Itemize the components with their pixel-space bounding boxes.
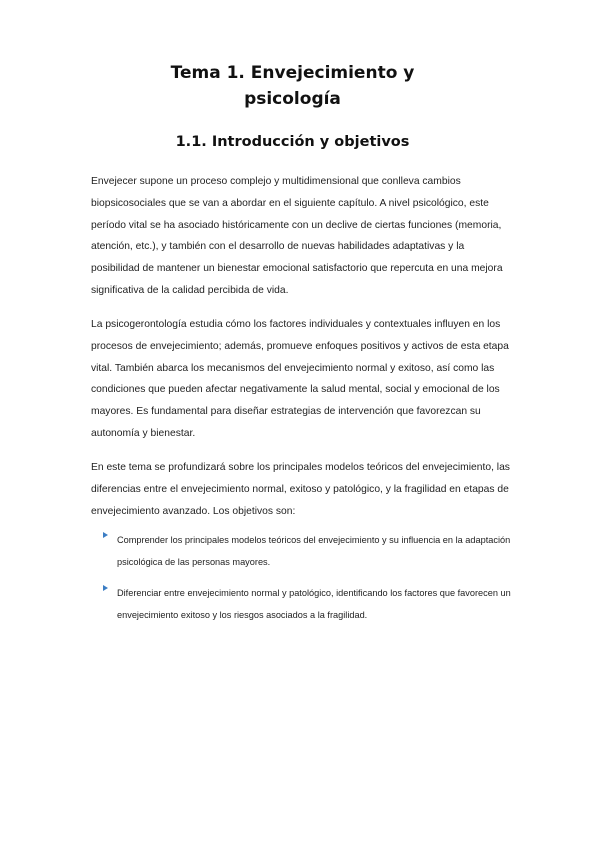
- intro-paragraph: Envejecer supone un proceso complejo y multidimensional que conlleva cambios biopsicosociales que se van a abordar en el siguiente capítulo. A nivel psicológico, este período vital se ha asociado históricamente con un declive de ciertas funciones (memoria, atención, etc.), y también con el desarrollo de nuevas habilidades adaptativas y la posibilidad de mantener un bienestar emocional satisfactorio que repercuta en una mejora significativa de la calidad percibida de vida.: [91, 176, 503, 296]
- list-item: [103, 530, 513, 573]
- objective-text: Comprender los principales modelos teóricos del envejecimiento y su influencia en la adaptación psicológica de las personas mayores.: [117, 535, 511, 567]
- objective-text: Diferenciar entre envejecimiento normal y patológico, identificando los factores que favorecen un envejecimiento exitoso y los riesgos asociados a la fragilidad.: [117, 588, 511, 620]
- objectives-list: [103, 530, 513, 626]
- psychogerontology-paragraph: La psicogerontología estudia cómo los factores individuales y contextuales influyen en los procesos de envejecimiento; además, promueve enfoques positivos y activos de esta etapa vital. También abarca los mecanismos del envejecimiento normal y exitoso, así como las condiciones que pueden afectar negativamente la salud mental, social y emocional de los mayores. Es fundamental para diseñar estrategias de intervención que favorezcan su autonomía y bienestar.: [91, 319, 509, 439]
- triangle-bullet-icon: [103, 532, 108, 538]
- page-title: Tema 1. Envejecimiento y psicología: [170, 63, 415, 109]
- triangle-bullet-icon: [103, 585, 108, 591]
- section-heading: 1.1. Introducción y objetivos: [175, 134, 410, 150]
- topic-overview-paragraph: En este tema se profundizará sobre los principales modelos teóricos del envejecimiento, las diferencias entre el envejecimiento normal, exitoso y patológico, y la fragilidad en etapas de envejecimiento avanzado. Los objetivos son:: [91, 462, 510, 517]
- list-item: [103, 583, 513, 626]
